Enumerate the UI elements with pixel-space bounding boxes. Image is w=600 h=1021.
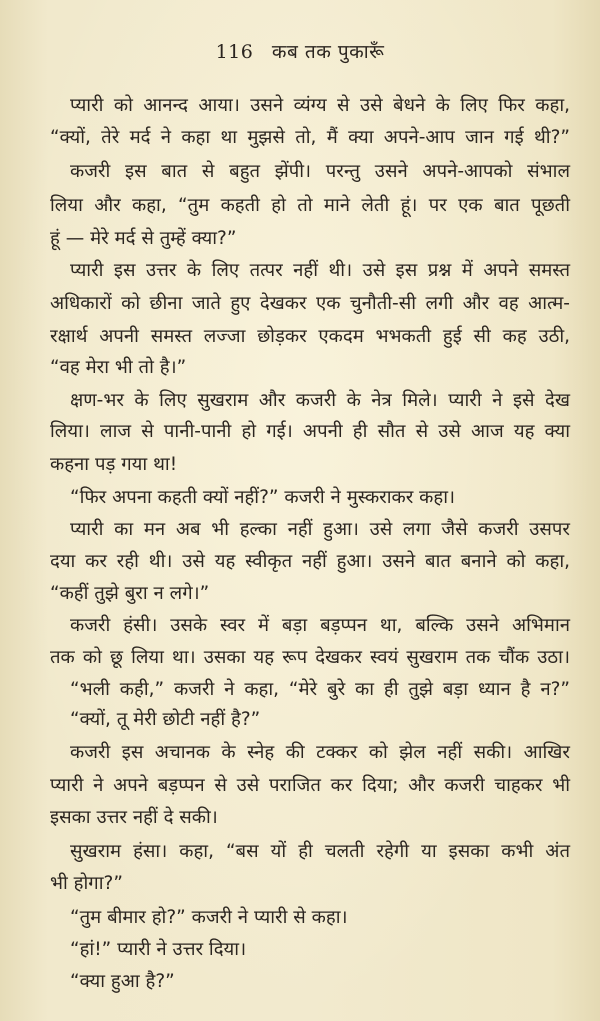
text-line: क्षण-भर के लिए सुखराम और कजरी के नेत्र मिले। प्यारी ने इसे देख — [70, 390, 570, 411]
text-line: कजरी इस बात से बहुत झेंपी। परन्तु उसने अपने-आपको संभाल — [70, 161, 570, 182]
text-line: भी होगा?” — [50, 873, 123, 894]
text-line: कजरी हंसी। उसके स्वर में बड़ा बड़प्पन था, बल्कि उसने अभिमान — [70, 615, 570, 636]
text-line: कजरी इस अचानक के स्नेह की टक्कर को झेल नहीं सकी। आखिर — [70, 742, 570, 763]
text-line: लिया और कहा, “तुम कहती हो तो माने लेती हूं। पर एक बात पूछती — [50, 195, 570, 216]
text-line: कहना पड़ गया था! — [50, 454, 178, 475]
text-line: अधिकारों को छीना जाते हुए देखकर एक चुनौती-सी लगी और वह आत्म- — [50, 293, 570, 314]
page-number: 116 — [215, 41, 254, 63]
text-line: प्यारी इस उत्तर के लिए तत्पर नहीं थी। उसे इस प्रश्न में अपने समस्त — [70, 260, 570, 281]
book-title: कब तक पुकारूँ — [271, 41, 385, 63]
text-line: “भली कही,” कजरी ने कहा, “मेरे बुरे का ही तुझे बड़ा ध्यान है न?” — [70, 679, 570, 700]
text-line: सुखराम हंसा। कहा, “बस यों ही चलती रहेगी या इसका कभी अंत — [70, 841, 570, 862]
text-line: “कहीं तुझे बुरा न लगे।” — [50, 583, 210, 604]
text-line: लिया। लाज से पानी-पानी हो गई। अपनी ही सौत से उसे आज यह क्या — [50, 421, 570, 442]
text-line: इसका उत्तर नहीं दे सकी। — [50, 807, 218, 828]
text-line: “क्या हुआ है?” — [70, 971, 175, 992]
text-line: “वह मेरा भी तो है।” — [50, 357, 187, 378]
text-line: प्यारी ने अपने बड़प्पन से उसे पराजित कर दिया; और कजरी चाहकर भी — [50, 775, 570, 796]
text-line: रक्षार्थ अपनी समस्त लज्जा छोड़कर एकदम भभकती हुई सी कह उठी, — [50, 326, 570, 347]
text-line: प्यारी को आनन्द आया। उसने व्यंग्य से उसे बेधने के लिए फिर कहा, — [70, 95, 570, 116]
text-line: “क्यों, तेरे मर्द ने कहा था मुझसे तो, मैं क्या अपने-आप जान गई थी?” — [50, 127, 570, 148]
text-line: “हां!” प्यारी ने उत्तर दिया। — [70, 939, 247, 960]
text-line: “क्यों, तू मेरी छोटी नहीं है?” — [70, 709, 261, 730]
text-line: “तुम बीमार हो?” कजरी ने प्यारी से कहा। — [70, 907, 348, 928]
text-line: हूं — मेरे मर्द से तुम्हें क्या?” — [50, 228, 237, 249]
text-line: दया कर रही थी। उसे यह स्वीकृत नहीं हुआ। उसने बात बनाने को कहा, — [50, 551, 570, 572]
text-line: तक को छू लिया था। उसका यह रूप देखकर स्वयं सुखराम तक चौंक उठा। — [50, 647, 570, 668]
text-line: “फिर अपना कहती क्यों नहीं?” कजरी ने मुस्कराकर कहा। — [70, 487, 456, 508]
text-line: प्यारी का मन अब भी हल्का नहीं हुआ। उसे लगा जैसे कजरी उसपर — [70, 519, 570, 540]
running-header — [0, 38, 600, 64]
